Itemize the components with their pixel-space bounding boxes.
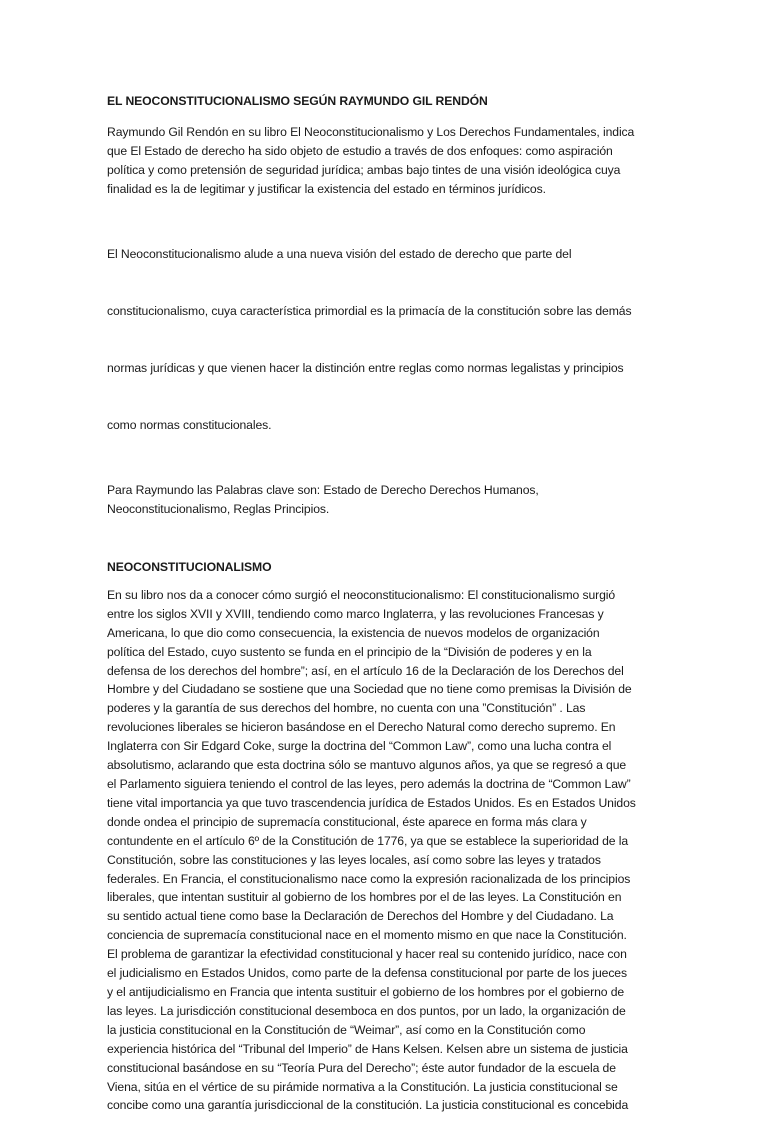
text-line: política del Estado, cuyo sustento se funda en el principio de la “División de poderes y en la [107, 644, 592, 659]
text-line: política y como pretensión de seguridad jurídica; ambas bajo tintes de una visión ideológica cuya [107, 162, 621, 177]
text-line: El problema de garantizar la efectividad constitucional y hacer real su contenido jurídico, nace con [107, 947, 627, 962]
text-line: constitucionalismo, cuya característica primordial es la primacía de la constitución sobre las demás [107, 304, 632, 319]
text-line: tiene vital importancia ya que tuvo trascendencia jurídica de Estados Unidos. Es en Estados Unidos [107, 795, 636, 810]
text-line: Para Raymundo las Palabras clave son: Estado de Derecho Derechos Humanos, [107, 483, 539, 498]
text-line: Neoconstitucionalismo, Reglas Principios. [107, 502, 330, 517]
text-line: su sentido actual tiene como base la Declaración de Derechos del Hombre y del Ciudadano. La [107, 909, 614, 924]
text-line: donde ondea el principio de supremacía constitucional, éste aparece en forma más clara y [107, 814, 587, 829]
text-line: normas jurídicas y que vienen hacer la distinción entre reglas como normas legalistas y principios [107, 360, 624, 375]
text-line: experiencia histórica del “Tribunal del Imperio” de Hans Kelsen. Kelsen abre un sistema de justicia [107, 1041, 628, 1056]
text-line: Viena, sitúa en el vértice de su pirámide normativa a la Constitución. La justicia constitucional se [107, 1079, 618, 1094]
text-line: Constitución, sobre las constituciones y las leyes locales, así como sobre las leyes y tratados [107, 852, 601, 867]
text-line: constitucional basándose en su “Teoría Pura del Derecho”; éste autor fundador de la escuela de [107, 1060, 616, 1075]
text-line: y el antijudicialismo en Francia que intenta sustituir el gobierno de los hombres por el gobierno de [107, 984, 625, 999]
text-line: absolutismo, aclarando que esta doctrina sólo se mantuvo algunos años, ya que se regresó a que [107, 758, 627, 773]
text-line: las leyes. La jurisdicción constitucional desemboca en dos puntos, por un lado, la organización de [107, 1003, 626, 1018]
text-line: En su libro nos da a conocer cómo surgió el neoconstitucionalismo: El constitucionalismo surgió [107, 587, 616, 602]
document-title: EL NEOCONSTITUCIONALISMO SEGÚN RAYMUNDO GIL RENDÓN [107, 94, 488, 108]
text-line: contundente en el artículo 6º de la Constitución de 1776, ya que se establece la superioridad de la [107, 833, 629, 848]
paragraph-neoconstitucionalismo-definition [107, 208, 657, 473]
text-line: que El Estado de derecho ha sido objeto de estudio a través de dos enfoques: como aspiración [107, 143, 613, 158]
text-line: el judicialismo en Estados Unidos, como parte de la defensa constitucional por parte de los jueces [107, 966, 627, 981]
text-line: Inglaterra con Sir Edgard Coke, surge la doctrina del “Common Law”, como una lucha contra el [107, 739, 612, 754]
text-line: federales. En Francia, el constitucionalismo nace como la expresión racionalizada de los principios [107, 871, 631, 886]
document-page [107, 92, 657, 1124]
text-line: entre los siglos XVII y XVIII, tendiendo como marco Inglaterra, y las revoluciones Francesas y [107, 606, 604, 621]
text-line: El Neoconstitucionalismo alude a una nueva visión del estado de derecho que parte del [107, 247, 572, 262]
paragraph-history [107, 586, 657, 1115]
blank-line [107, 528, 657, 558]
text-line: concibe como una garantía jurisdiccional de la constitución. La justicia constitucional es concebida [107, 1098, 629, 1113]
text-line: Raymundo Gil Rendón en su libro El Neoconstitucionalismo y Los Derechos Fundamentales, indica [107, 124, 635, 139]
paragraph-intro [107, 123, 657, 199]
text-line: defensa de los derechos del hombre”; así, en el artículo 16 de la Declaración de los Derechos del [107, 663, 624, 678]
text-line: la justicia constitucional en la Constitución de “Weimar”, así como en la Constitución como [107, 1022, 586, 1037]
text-line: conciencia de supremacía constitucional nace en el momento mismo en que nace la Constitución. [107, 928, 627, 943]
text-line: Americana, lo que dio como consecuencia, la existencia de nuevos modelos de organización [107, 625, 600, 640]
text-line: finalidad es la de legitimar y justificar la existencia del estado en términos jurídicos. [107, 181, 546, 196]
section-title: NEOCONSTITUCIONALISMO [107, 560, 272, 575]
text-line: Hombre y del Ciudadano se sostiene que una Sociedad que no tiene como premisas la División de [107, 682, 632, 697]
text-line: poderes y la garantía de sus derechos del hombre, no cuenta con una ”Constitución” . Las [107, 701, 586, 716]
text-line: como normas constitucionales. [107, 417, 272, 432]
text-line: revoluciones liberales se hicieron basándose en el Derecho Natural como derecho supremo. En [107, 720, 616, 735]
paragraph-keywords [107, 481, 657, 519]
text-line: liberales, que intentan sustituir al gobierno de los hombres por el de las leyes. La Constitución en [107, 890, 622, 905]
text-line: el Parlamento siguiera teniendo el control de las leyes, pero además la doctrina de “Common Law” [107, 777, 631, 791]
